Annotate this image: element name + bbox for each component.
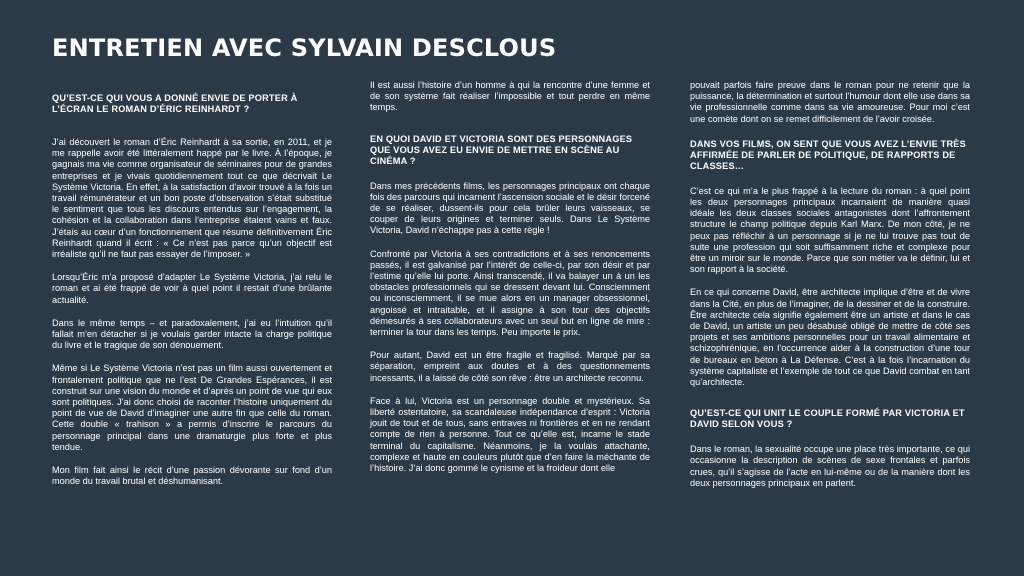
question-heading: QU’EST-CE QUI UNIT LE COUPLE FORMÉ PAR VICTORIA ET DAVID SELON VOUS ?: [690, 408, 965, 430]
question-heading: EN QUOI DAVID ET VICTORIA SONT DES PERSONNAGES QUE VOUS AVEZ EU ENVIE DE METTRE EN SCÈNE AU CINÉMA ?: [370, 133, 633, 166]
paragraph: Pour autant, David est un être fragile et fragilisé. Marqué par sa séparation, empreint aux doutes et à des questionnements incessants, il a laissé de côté son rêve : être un architecte reconnu.: [370, 350, 650, 383]
paragraph: Mon film fait ainsi le récit d’une passion dévorante sur fond d’un monde du travail brutal et déshumanisant.: [52, 465, 332, 487]
paragraph: pouvait parfois faire preuve dans le roman pour ne retenir que la puissance, la détermination et surtout l’humour dont elle use dans sa vie professionnelle comme dans sa vie amoureuse. Pour moi c’est une comète dont on se remet difficilement de l’avoir croisée.: [690, 80, 970, 124]
paragraph: J’ai découvert le roman d’Éric Reinhardt à sa sortie, en 2011, et je me rappelle avoir été littéralement happé par le livre. À l’époque, je gagnais ma vie comme organisateur de séminaires pour de grandes entreprises et je vivais quotidiennement tout ce que décrivait Le Système Victoria. En effet, à la satisfaction d’avoir trouvé à la fois un travail rémunérateur et un bon poste d’observation s’était substitué le sentiment que tous les discours entendus sur l’engagement, la cohésion et la collaboration dans l’entreprise étaient vains et faux. J’étais au cœur d’un fonctionnement que résume définitivement Éric Reinhardt quand il écrit : « Ce n’est pas parce qu’un objectif est irréaliste qu’il ne faut pas essayer de l’imposer. »: [52, 137, 332, 260]
paragraph: Confronté par Victoria à ses contradictions et à ses renoncements passés, il est galvanisé par l’intérêt de celle-ci, par son désir et par l’estime qu’elle lui porte. Ainsi transcendé, il va balayer un à un les obstacles professionnels qui se dressent devant lui. Consciemment ou inconsciemment, il se mue alors en un manager obsessionnel, angoissé et intraitable, et il assigne à son tour des objectifs démesurés à ses collaborateurs avec un seul but en ligne de mire : terminer la tour dans les temps. Peu importe le prix.: [370, 248, 650, 338]
column-3: [690, 80, 970, 501]
paragraph: Lorsqu’Éric m’a proposé d’adapter Le Système Victoria, j’ai relu le roman et ai été frappé de voir à quel point il restait d’une brûlante actualité.: [52, 272, 332, 305]
paragraph: Face à lui, Victoria est un personnage double et mystérieux. Sa liberté ostentatoire, sa scandaleuse indépendance d’esprit : Victoria jouit de tout et de tous, sans entraves ni frontières et en ne rendant compte de rien à personne. Tout ce qu’elle est, incarne le stade terminal du capitalisme. Néanmoins, je la voulais attachante, complexe et haute en couleurs plutôt que d’en faire la méchante de l’histoire. J’ai donc gommé le cynisme et la froideur dont elle: [370, 395, 650, 474]
paragraph: Même si Le Système Victoria n’est pas un film aussi ouvertement et frontalement politique que ne l’est De Grandes Espérances, il est construit sur une vision du monde et d’après un point de vue qui eux sont politiques. J’ai donc choisi de raconter l’histoire uniquement du point de vue de David d’imaginer une autre fin que celle du roman. Cette double « trahison » a permis d’inscrire le parcours du personnage principal dans une dramaturgie plus forte et plus tendue.: [52, 363, 332, 452]
page-title: ENTRETIEN AVEC SYLVAIN DESCLOUS: [52, 34, 557, 62]
column-2: [370, 80, 650, 486]
paragraph: Dans mes précédents films, les personnages principaux ont chaque fois des parcours qui incarnent l’ascension sociale et le désir forcené de se réaliser, dussent-ils pour cela brûler leurs vaisseaux, se couper de leurs origines et terminer seuls. Dans Le Système Victoria, David n’échappe pas à cette règle !: [370, 180, 650, 236]
paragraph: Il est aussi l’histoire d’un homme à qui la rencontre d’une femme et de son système fait réaliser l’impossible et tout perdre en même temps.: [370, 80, 650, 113]
column-1: [52, 93, 332, 499]
question-heading: QU’EST-CE QUI VOUS A DONNÉ ENVIE DE PORTER À L’ÉCRAN LE ROMAN D’ÉRIC REINHARDT ?: [52, 93, 298, 114]
paragraph: En ce qui concerne David, être architecte implique d’être et de vivre dans la Cité, en plus de l’imaginer, de la dessiner et de la construire. Être architecte cela signifie également être un artiste et dans le cas de David, un artiste un peu désabusé obligé de mettre de côté ses projets et ses ambitions personnelles pour un travail alimentaire et schizophrénique, en l’occurrence aider à la construction d’une tour de bureaux en béton à La Défense. C’est à la fois l’incarnation du système capitaliste et l’exemple de tout ce que David combat en tant qu’architecte.: [690, 287, 970, 388]
question-heading: DANS VOS FILMS, ON SENT QUE VOUS AVEZ L’ENVIE TRÈS AFFIRMÉE DE PARLER DE POLITIQUE, DE RAPPORTS DE CLASSES…: [690, 138, 966, 171]
paragraph: Dans le même temps – et paradoxalement, j’ai eu l’intuition qu’il fallait m’en détacher si je voulais garder intacte la charge politique du livre et le tragique de son dénouement.: [52, 317, 332, 351]
paragraph: Dans le roman, la sexualité occupe une place très importante, ce qui occasionne la description de scènes de sexe frontales et parfois crues, qu’il s’agisse de l’acte en lui-même ou de la manière dont les deux personnages principaux en parlent.: [690, 444, 970, 488]
paragraph: C’est ce qui m’a le plus frappé à la lecture du roman : à quel point les deux personnages principaux incarnaient de manière quasi idéale les deux classes sociales antagonistes dont l’affrontement structure le champ politique depuis Karl Marx. De mon côté, je ne peux pas réfléchir à un personnage si je ne lui trouve pas tout de suite une profession qui soit suffisamment riche et complexe pour être un miroir sur le monde. Parce que son métier va le définir, lui et son rapport à la société.: [690, 185, 970, 275]
